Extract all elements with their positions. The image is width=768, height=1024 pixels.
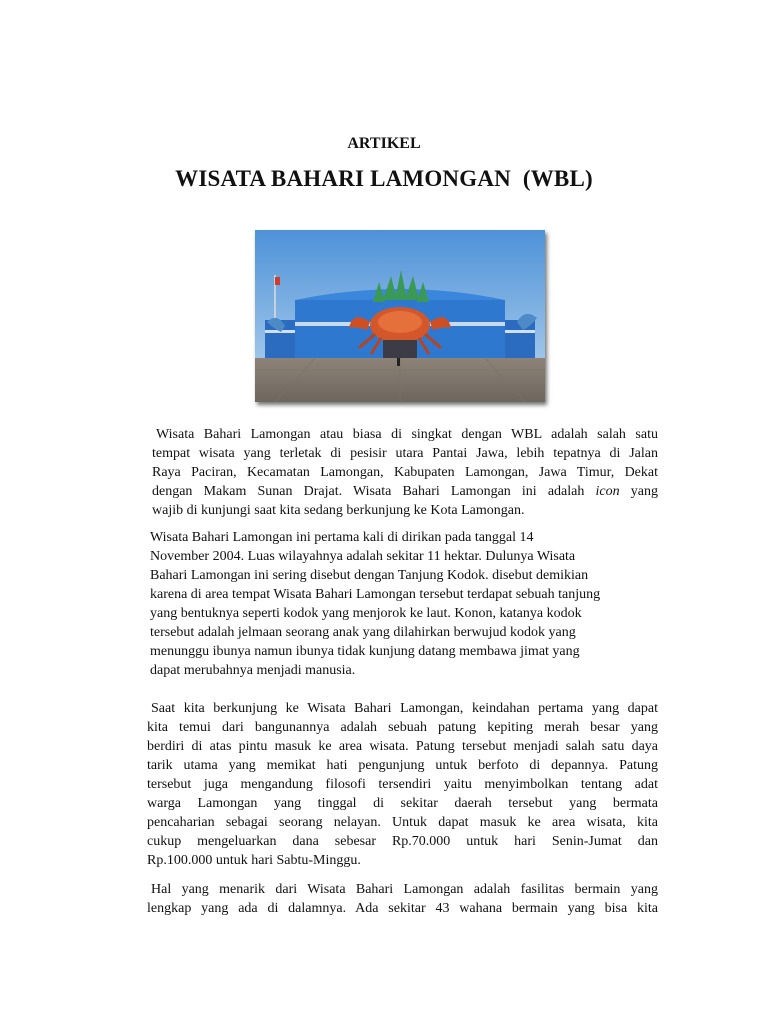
text-line: Wisata Bahari Lamongan atau biasa di singkat dengan WBL adalah salah satu [156, 427, 658, 442]
italic-term: icon [595, 484, 620, 499]
text-line-mixed [147, 482, 658, 501]
paragraph-1 [147, 425, 658, 520]
text-line: karena di area tempat Wisata Bahari Lamongan tersebut terdapat sebuah tanjung [150, 587, 601, 602]
text-line: Hal yang menarik dari Wisata Bahari Lamongan adalah fasilitas bermain yang [151, 882, 658, 897]
text-line: menunggu ibunya namun ibunya tidak kunjung datang membawa jimat yang [150, 644, 580, 659]
text-line: Rp.100.000 untuk hari Sabtu-Minggu. [147, 853, 361, 868]
article-kicker: ARTIKEL [347, 135, 421, 152]
text-line: tempat wisata yang terletak di pesisir utara Pantai Jawa, lebih tepatnya di Jalan [152, 446, 658, 461]
text-line: Wisata Bahari Lamongan ini pertama kali di dirikan pada tanggal 14 [150, 530, 534, 545]
article-body [147, 425, 658, 918]
text-line: lengkap yang ada di dalamnya. Ada sekitar 43 wahana bermain yang bisa kita [147, 901, 658, 916]
text-line: Raya Paciran, Kecamatan Lamongan, Kabupaten Lamongan, Jawa Timur, Dekat [152, 465, 658, 480]
text-line: yang bentuknya seperti kodok yang menjorok ke laut. Konon, katanya kodok [150, 606, 582, 621]
paragraph-3 [147, 699, 658, 870]
text-line: Saat kita berkunjung ke Wisata Bahari Lamongan, keindahan pertama yang dapat [151, 701, 658, 716]
text-line: Bahari Lamongan ini sering disebut dengan Tanjung Kodok. disebut demikian [150, 568, 589, 583]
paragraph-4 [147, 880, 658, 918]
text-line: berdiri di atas pintu masuk ke area wisata. Patung tersebut menjadi salah satu daya [147, 739, 658, 754]
text-segment: dengan Makam Sunan Drajat. Wisata Bahari Lamongan ini adalah [152, 484, 596, 499]
text-line: kita temui dari bangunannya adalah sebuah patung kepiting merah besar yang [147, 720, 658, 735]
text-line: cukup mengeluarkan dana sebesar Rp.70.000 untuk hari Senin-Jumat dan [147, 834, 658, 849]
paragraph-2 [147, 528, 658, 680]
text-line: dapat merubahnya menjadi manusia. [150, 663, 356, 678]
text-line: wajib di kunjungi saat kita sedang berkunjung ke Kota Lamongan. [152, 503, 525, 518]
text-line: warga Lamongan yang tinggal di sekitar daerah tersebut yang bermata [147, 796, 658, 811]
text-line: November 2004. Luas wilayahnya adalah sekitar 11 hektar. Dulunya Wisata [150, 549, 576, 564]
text-line: pencaharian sebagai seorang nelayan. Untuk dapat masuk ke area wisata, kita [147, 815, 658, 830]
text-line: tersebut juga mengandung filosofi tersendiri yaitu menyimbolkan tentang adat [147, 777, 658, 792]
crab-gate-photo-icon [255, 230, 545, 402]
text-line: tersebut adalah jelmaan seorang anak yang dilahirkan berwujud kodok yang [150, 625, 576, 640]
text-line: tarik utama yang memikat hati pengunjung untuk berfoto di depannya. Patung [147, 758, 658, 773]
article-photo [255, 230, 545, 402]
article-title: WISATA BAHARI LAMONGAN (WBL) [175, 166, 593, 191]
text-segment: yang [619, 484, 658, 499]
